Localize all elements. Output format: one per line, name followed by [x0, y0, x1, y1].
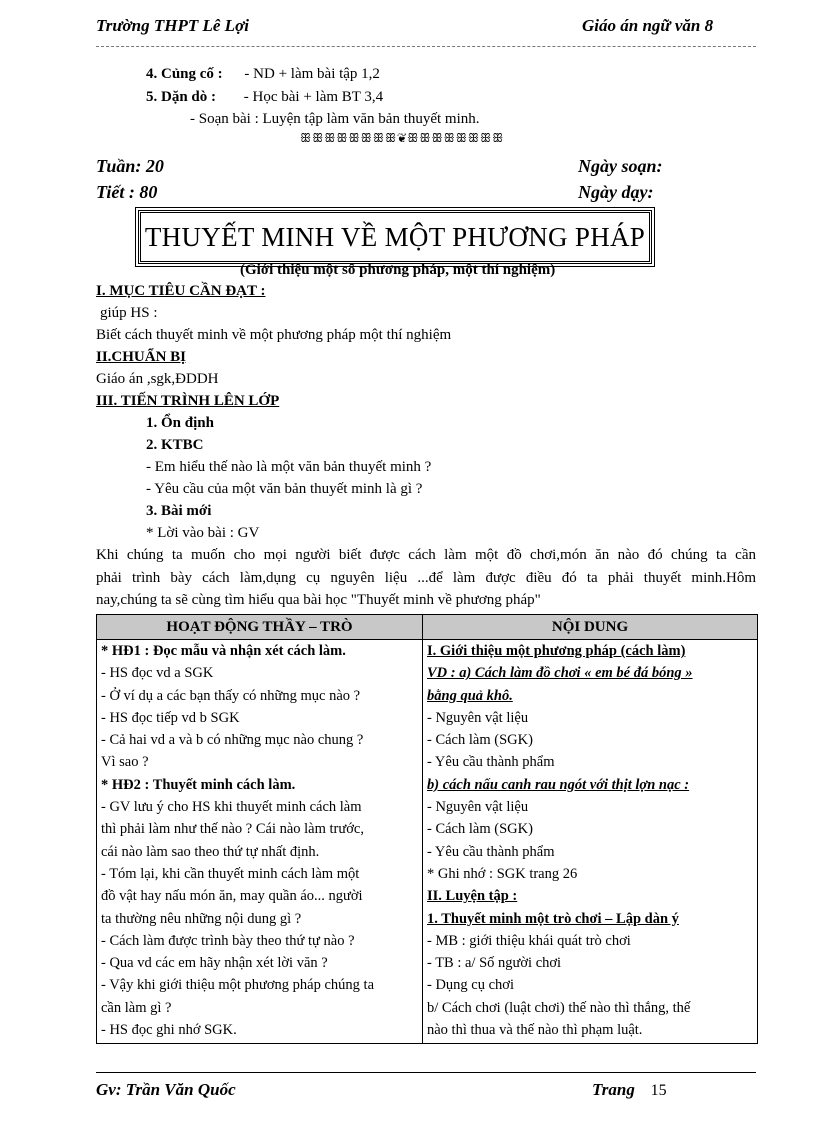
- left-line: - HS đọc vd a SGK: [101, 665, 214, 682]
- right-line: VD : a) Cách làm đồ chơi « em bé đá bóng »: [427, 665, 693, 682]
- left-line: Vì sao ?: [101, 754, 149, 771]
- right-line: - Yêu cầu thành phẩm: [427, 754, 555, 771]
- week-label: Tuần: 20: [96, 156, 164, 176]
- activity-table: [96, 614, 758, 1044]
- item5-text: - Học bài + làm BT 3,4: [243, 89, 384, 105]
- left-line: * HĐ1 : Đọc mẫu và nhận xét cách làm.: [101, 643, 346, 659]
- item4-label: 4. Củng cố :: [146, 66, 223, 82]
- table-body-row: [97, 640, 758, 1044]
- left-line: thì phải làm như thế nào ? Cái nào làm trước,: [101, 821, 364, 838]
- left-line: - Cách làm được trình bày theo thứ tự nào ?: [101, 932, 355, 949]
- period-label: Tiết : 80: [96, 182, 158, 202]
- right-line: - TB : a/ Số người chơi: [427, 955, 562, 972]
- section2-heading: II.CHUẨN BỊ: [96, 349, 187, 365]
- date-prepared-label: Ngày soạn:: [578, 156, 663, 176]
- right-line: - Cách làm (SGK): [427, 732, 533, 749]
- left-line: - HS đọc ghi nhớ SGK.: [101, 1022, 237, 1039]
- lesson-title: THUYẾT MINH VỀ MỘT PHƯƠNG PHÁP: [144, 221, 646, 252]
- footer-divider: [96, 1072, 756, 1073]
- content-cell: [423, 640, 758, 1044]
- right-line: bằng quả khô.: [427, 687, 513, 704]
- section3-step2: 2. KTBC: [146, 437, 204, 453]
- left-line: đồ vật hay nấu món ăn, may quần áo... người: [101, 888, 363, 905]
- item5: [146, 89, 383, 106]
- item4: [146, 66, 380, 83]
- right-line: - Nguyên vật liệu: [427, 799, 529, 816]
- section1-heading: I. MỤC TIÊU CẦN ĐẠT :: [96, 283, 266, 299]
- left-line: cái nào làm sao theo thứ tự nhất định.: [101, 843, 320, 860]
- footer-teacher: Gv: Trần Văn Quốc: [96, 1080, 236, 1099]
- right-line: - Dụng cụ chơi: [427, 977, 514, 994]
- footer-page: [592, 1080, 667, 1100]
- lesson-title-box: [138, 210, 652, 264]
- left-line: - Cả hai vd a và b có những mục nào chung ?: [101, 732, 364, 749]
- right-line: - Cách làm (SGK): [427, 821, 533, 838]
- footer-page-label: Trang: [592, 1080, 635, 1099]
- left-line: - HS đọc tiếp vd b SGK: [101, 709, 240, 726]
- activities-cell: [97, 640, 423, 1044]
- prepare-text: - Soạn bài : Luyện tập làm văn bản thuyết minh.: [190, 111, 480, 127]
- right-line: nào thì thua và thế nào thì phạm luật.: [427, 1022, 643, 1039]
- lesson-subtitle: (Giới thiệu một số phương pháp, một thí nghiệm): [240, 262, 556, 278]
- item5-label: 5. Dặn dò :: [146, 89, 217, 105]
- section1-line1: giúp HS :: [100, 305, 158, 321]
- section3-question1: - Em hiểu thế nào là một văn bản thuyết minh ?: [146, 459, 432, 475]
- right-line: - Yêu cầu thành phẩm: [427, 843, 555, 860]
- right-line: II. Luyện tập :: [427, 888, 518, 905]
- left-line: - Ở ví dụ a các bạn thấy có những mục nào ?: [101, 687, 361, 704]
- intro-paragraph-line1: Khi chúng ta muốn cho mọi người biết được cách làm một đồ chơi,món ăn nào đó chúng ta cần: [96, 547, 756, 563]
- footer-page-number: 15: [650, 1082, 667, 1099]
- right-line: b/ Cách chơi (luật chơi) thế nào thì thắng, thế: [427, 999, 691, 1016]
- date-taught-label: Ngày dạy:: [578, 182, 654, 202]
- ornament-divider: ꕥꕥꕥꕥꕥꕥꕥꕥ❦ꕥꕥꕥꕥꕥꕥꕥꕥ: [300, 131, 505, 145]
- left-line: - Qua vd các em hãy nhận xét lời văn ?: [101, 955, 328, 972]
- right-line: I. Giới thiệu một phương pháp (cách làm): [427, 643, 686, 659]
- section3-question2: - Yêu cầu của một văn bản thuyết minh là gì ?: [146, 481, 423, 497]
- left-line: - GV lưu ý cho HS khi thuyết minh cách làm: [101, 799, 362, 816]
- section3-intro: * Lời vào bài : GV: [146, 525, 260, 541]
- left-line: cần làm gì ?: [101, 999, 172, 1016]
- item4-text: - ND + làm bài tập 1,2: [244, 66, 380, 82]
- left-line: - Vậy khi giới thiệu một phương pháp chúng ta: [101, 977, 375, 994]
- section1-line2: Biết cách thuyết minh về một phương pháp một thí nghiệm: [96, 327, 452, 343]
- section3-step1: 1. Ổn định: [146, 415, 214, 431]
- col-header-activities: HOẠT ĐỘNG THẦY – TRÒ: [97, 615, 423, 640]
- section2-line1: Giáo án ,sgk,ĐDDH: [96, 371, 219, 387]
- right-line: - MB : giới thiệu khái quát trò chơi: [427, 932, 631, 949]
- header-school: Trường THPT Lê Lợi: [96, 16, 249, 35]
- intro-paragraph-line3: nay,chúng ta sẽ cùng tìm hiểu qua bài học "Thuyết minh về phương pháp": [96, 592, 541, 608]
- right-line: 1. Thuyết minh một trò chơi – Lập dàn ý: [427, 910, 679, 927]
- section3-heading: III. TIẾN TRÌNH LÊN LỚP: [96, 393, 280, 409]
- left-line: ta thường nêu những nội dung gì ?: [101, 910, 302, 927]
- col-header-content: NỘI DUNG: [423, 615, 758, 640]
- intro-paragraph-line2: phải trình bày cách làm,dụng cụ nguyên liệu ...để làm được điều đó ta phải thuyết minh.Hôm: [96, 570, 756, 586]
- right-line: - Nguyên vật liệu: [427, 709, 529, 726]
- right-line: * Ghi nhớ : SGK trang 26: [427, 865, 578, 882]
- section3-step3: 3. Bài mới: [146, 503, 212, 519]
- table-header-row: [97, 615, 758, 640]
- header-subject: Giáo án ngữ văn 8: [582, 16, 714, 35]
- left-line: * HĐ2 : Thuyết minh cách làm.: [101, 776, 296, 793]
- left-line: - Tóm lại, khi cần thuyết minh cách làm một: [101, 865, 360, 882]
- header-divider: [96, 46, 756, 47]
- right-line: b) cách nấu canh rau ngót với thịt lợn nạc :: [427, 776, 690, 793]
